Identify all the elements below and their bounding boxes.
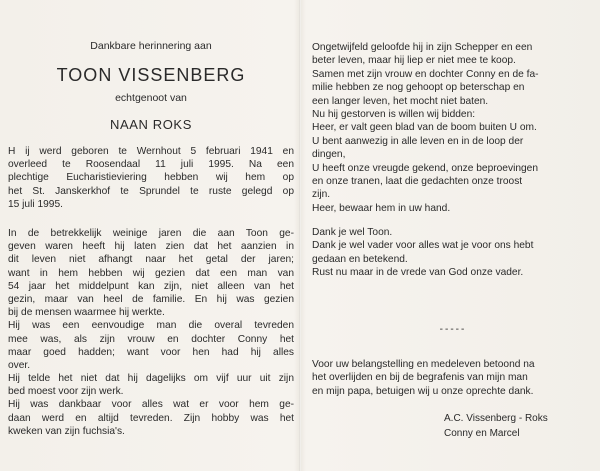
thanks-paragraph xyxy=(312,226,594,280)
text-line: U bent aanwezig in alle leven en in de loop der xyxy=(312,135,524,147)
text-line: Rust nu maar in de vrede van God onze vader. xyxy=(312,267,524,279)
text-line: gezin, maar van heel de familie. En hij was gezien xyxy=(8,293,294,305)
separator: ----- xyxy=(439,324,467,335)
life-paragraph xyxy=(8,227,294,438)
text-line: overleed te Roosendaal 11 juli 1995. Na een xyxy=(8,159,294,171)
text-line: dingen, xyxy=(312,149,346,161)
text-line: een langer leven, het mocht niet baten. xyxy=(312,95,489,107)
text-line: gedaan en betekend. xyxy=(312,253,408,265)
signature-family: A.C. Vissenberg - Roks xyxy=(444,413,548,424)
text-line: Dank je wel Toon. xyxy=(312,227,393,238)
text-line: over. xyxy=(8,359,31,371)
text-line: want in hem hebben wij gezien dat een man van xyxy=(8,267,294,279)
text-line: en onze tranen, laat die gedachten onze troost xyxy=(312,175,523,187)
text-line: milie hebben ze nog gehoopt op beterschap en xyxy=(312,82,525,94)
text-line: 15 juli 1995. xyxy=(8,198,63,210)
birth-death-paragraph xyxy=(8,145,294,211)
spouse-name: NAAN ROKS xyxy=(110,117,192,132)
text-line: Heer, er valt geen blad van de boom buiten U om. xyxy=(312,122,537,134)
spouse-label: echtgenoot van xyxy=(115,92,187,104)
text-line: maar goed hadden; want voor hen had hij alles xyxy=(8,346,294,358)
text-line: Hij was dankbaar voor alles wat er voor hem ge- xyxy=(8,399,294,411)
faith-prayer-paragraph xyxy=(312,41,594,215)
text-line: kweken van zijn fuchsia's. xyxy=(8,425,125,437)
text-line: U heeft onze vreugde gekend, onze beproevingen xyxy=(312,162,538,174)
deceased-name: TOON VISSENBERG xyxy=(56,65,246,85)
text-line: het St. Janskerkhof te Sprundel te ruste gelegd op xyxy=(8,185,294,197)
text-line: geven waren heeft hij laten zien dat het aanzien in xyxy=(8,241,294,253)
text-line: het overlijden en bij de begrafenis van mijn man xyxy=(312,372,528,384)
text-line: zijn. xyxy=(312,189,331,201)
text-line: Nu hij gestorven is willen wij bidden: xyxy=(312,108,476,120)
text-line: H ij werd geboren te Wernhout 5 februari 1941 en xyxy=(8,146,294,157)
text-line: Voor uw belangstelling en medeleven betoond na xyxy=(312,359,535,370)
text-line: 54 jaar het middelpunt kan zijn, niet alleen van het xyxy=(8,280,294,292)
text-line: beter leven, maar hij liep er niet mee te koop. xyxy=(312,55,516,67)
card-fold xyxy=(299,0,301,471)
text-line: Hij telde het niet dat hij dagelijks om vijf uur uit zijn xyxy=(8,373,294,385)
text-line: Samen met zijn vrouw en dochter Conny en de fa- xyxy=(312,68,539,80)
text-line: Heer, bewaar hem in uw hand. xyxy=(312,202,451,214)
text-line: bij de mensen waarmee hij werkte. xyxy=(8,307,165,319)
remembrance-header: Dankbare herinnering aan xyxy=(90,40,212,52)
text-line: dit leven niet afhangt naar het getal der jaren; xyxy=(8,254,294,266)
text-line: Dank je wel vader voor alles wat je voor ons hebt xyxy=(312,240,534,252)
text-line: plechtige Eucharistieviering hebben wij hem op xyxy=(8,172,294,184)
acknowledgement-paragraph xyxy=(312,358,594,398)
text-line: en mijn papa, betuigen wij u onze oprechte dank. xyxy=(312,385,534,397)
text-line: bed moest voor zijn werk. xyxy=(8,386,124,398)
text-line: daan werd en altijd tevreden. Zijn hobby was het xyxy=(8,412,294,424)
text-line: mee was, als zijn vrouw en dochter Conny het xyxy=(8,333,294,345)
signature-children: Conny en Marcel xyxy=(444,428,520,439)
text-line: In de betrekkelijk weinige jaren die aan Toon ge- xyxy=(8,228,294,239)
text-line: Ongetwijfeld geloofde hij in zijn Schepper en een xyxy=(312,42,533,53)
text-line: Hij was een eenvoudige man die overal tevreden xyxy=(8,320,294,332)
